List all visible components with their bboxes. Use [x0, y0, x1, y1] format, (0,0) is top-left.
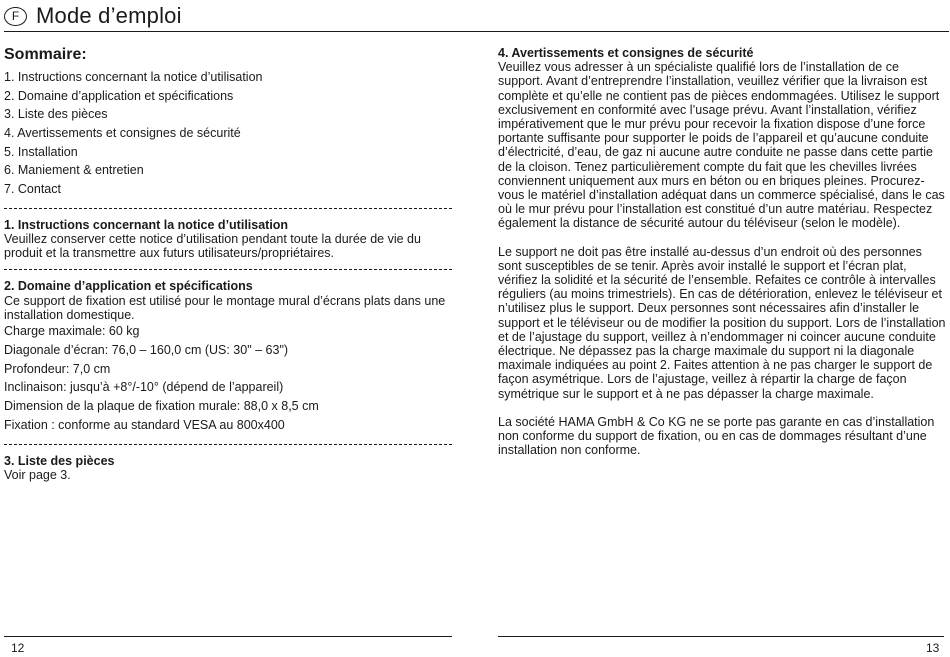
section-4-paragraph: Veuillez vous adresser à un spécialiste qualifié lors de l’installation de ce support. Avant d’entreprendre l’installation, veuillez vérifier que la livraison est complète et qu’elle ne contient pas de pièces endommagées. Utilisez le support exclusivement en conformité avec l’usage prévu. Avant l’installation, vérifiez impérativement que le mur prévu pour recevoir la fixation dispose d’une force portante suffisante pour supporter le poids de l’appareil et qu’aucune conduite d’électricité, d’eau, de gaz ni aucune autre conduite ne passe dans cette partie de la cloison. Tenez particulièrement compte du fait que les chevilles livrées conviennent uniquement aux murs en béton ou en briques pleines. Procurez-vous le matériel d’installation adéquat dans un commerce spécialisé, dans le cas où le mur prévu pour l’installation est constitué d’un autre matériau. Respectez également la distance de sécurité autour du téléviseur (selon le modèle). [498, 60, 945, 231]
toc-item: 6. Maniement & entretien [4, 163, 144, 178]
dashed-divider [4, 199, 452, 209]
toc-list [4, 68, 452, 199]
section-3-heading: 3. Liste des pièces [4, 453, 115, 468]
section-3 [4, 454, 452, 482]
footer-rule-right [498, 636, 944, 637]
section-2-body: Ce support de fixation est utilisé pour le montage mural d’écrans plats dans une installation domestique. [4, 293, 446, 322]
section-4 [498, 46, 946, 457]
spec-screen-diagonal: Diagonale d’écran: 76,0 – 160,0 cm (US: 30" – 63") [4, 342, 289, 357]
spec-max-load: Charge maximale: 60 kg [4, 324, 140, 339]
toc-item: 7. Contact [4, 182, 61, 197]
toc-item: 1. Instructions concernant la notice d’utilisation [4, 70, 263, 84]
header-rule [4, 31, 949, 32]
section-1 [4, 218, 452, 261]
section-2 [4, 279, 452, 434]
spec-wall-plate: Dimension de la plaque de fixation murale: 88,0 x 8,5 cm [4, 399, 319, 414]
right-column [498, 46, 946, 471]
language-badge: F [4, 7, 27, 26]
dashed-divider [4, 260, 452, 270]
spec-tilt: Inclinaison: jusqu’à +8°/-10° (dépend de l’appareil) [4, 380, 284, 395]
section-4-paragraph: Le support ne doit pas être installé au-dessus d’un endroit où des personnes sont susceptibles de se tenir. Après avoir installé le support et l’écran plat, vérifiez la solidité et la sécurité de l’ensemble. Refaites ce contrôle à intervalles réguliers (au moins trimestriels). En cas de détérioration, enlevez le téléviseur et n’utilisez plus le support. Deux personnes sont nécessaires afin d’installer le support et le téléviseur ou de modifier la position du support. Lors de l’installation et de l’ajustage du support, veillez à n’endommager ni coincer aucune conduite électrique. Ne dépassez pas la charge maximale du support ni la diagonale maximale indiquées au point 2. Faites attention à ne pas charger le support de façon asymétrique. Lors de l’ajustage, veillez à répartir la charge de façon symétrique sur le support et à ne pas dépasser la charge maximale. [498, 244, 946, 401]
toc-item: 2. Domaine d’application et spécifications [4, 88, 234, 103]
page-number-right: 13 [926, 641, 940, 655]
footer-rule-left [4, 636, 452, 637]
section-1-body: Veuillez conserver cette notice d’utilisation pendant toute la durée de vie du produit et la transmettre aux futurs utilisateurs/propriétaires. [4, 232, 421, 261]
toc-item: 3. Liste des pièces [4, 107, 108, 122]
left-column [4, 46, 452, 482]
page-number-left: 12 [11, 641, 25, 655]
dashed-divider [4, 435, 452, 445]
section-4-heading: 4. Avertissements et consignes de sécurité [498, 46, 754, 60]
page-header [4, 2, 182, 30]
toc-item: 5. Installation [4, 144, 78, 159]
page-title: Mode d’emploi [36, 3, 182, 28]
section-2-heading: 2. Domaine d’application et spécifications [4, 279, 253, 294]
toc-heading: Sommaire: [4, 46, 87, 63]
section-1-heading: 1. Instructions concernant la notice d’utilisation [4, 217, 289, 232]
section-4-paragraph: La société HAMA GmbH & Co KG ne se porte pas garante en cas d’installation non conforme du support de fixation, ou en cas de dommages résultant d’une installation non conforme. [498, 414, 935, 458]
section-3-body: Voir page 3. [4, 468, 71, 483]
toc-item: 4. Avertissements et consignes de sécurité [4, 126, 241, 141]
spec-depth: Profondeur: 7,0 cm [4, 361, 111, 376]
spec-vesa: Fixation : conforme au standard VESA au 800x400 [4, 418, 285, 433]
